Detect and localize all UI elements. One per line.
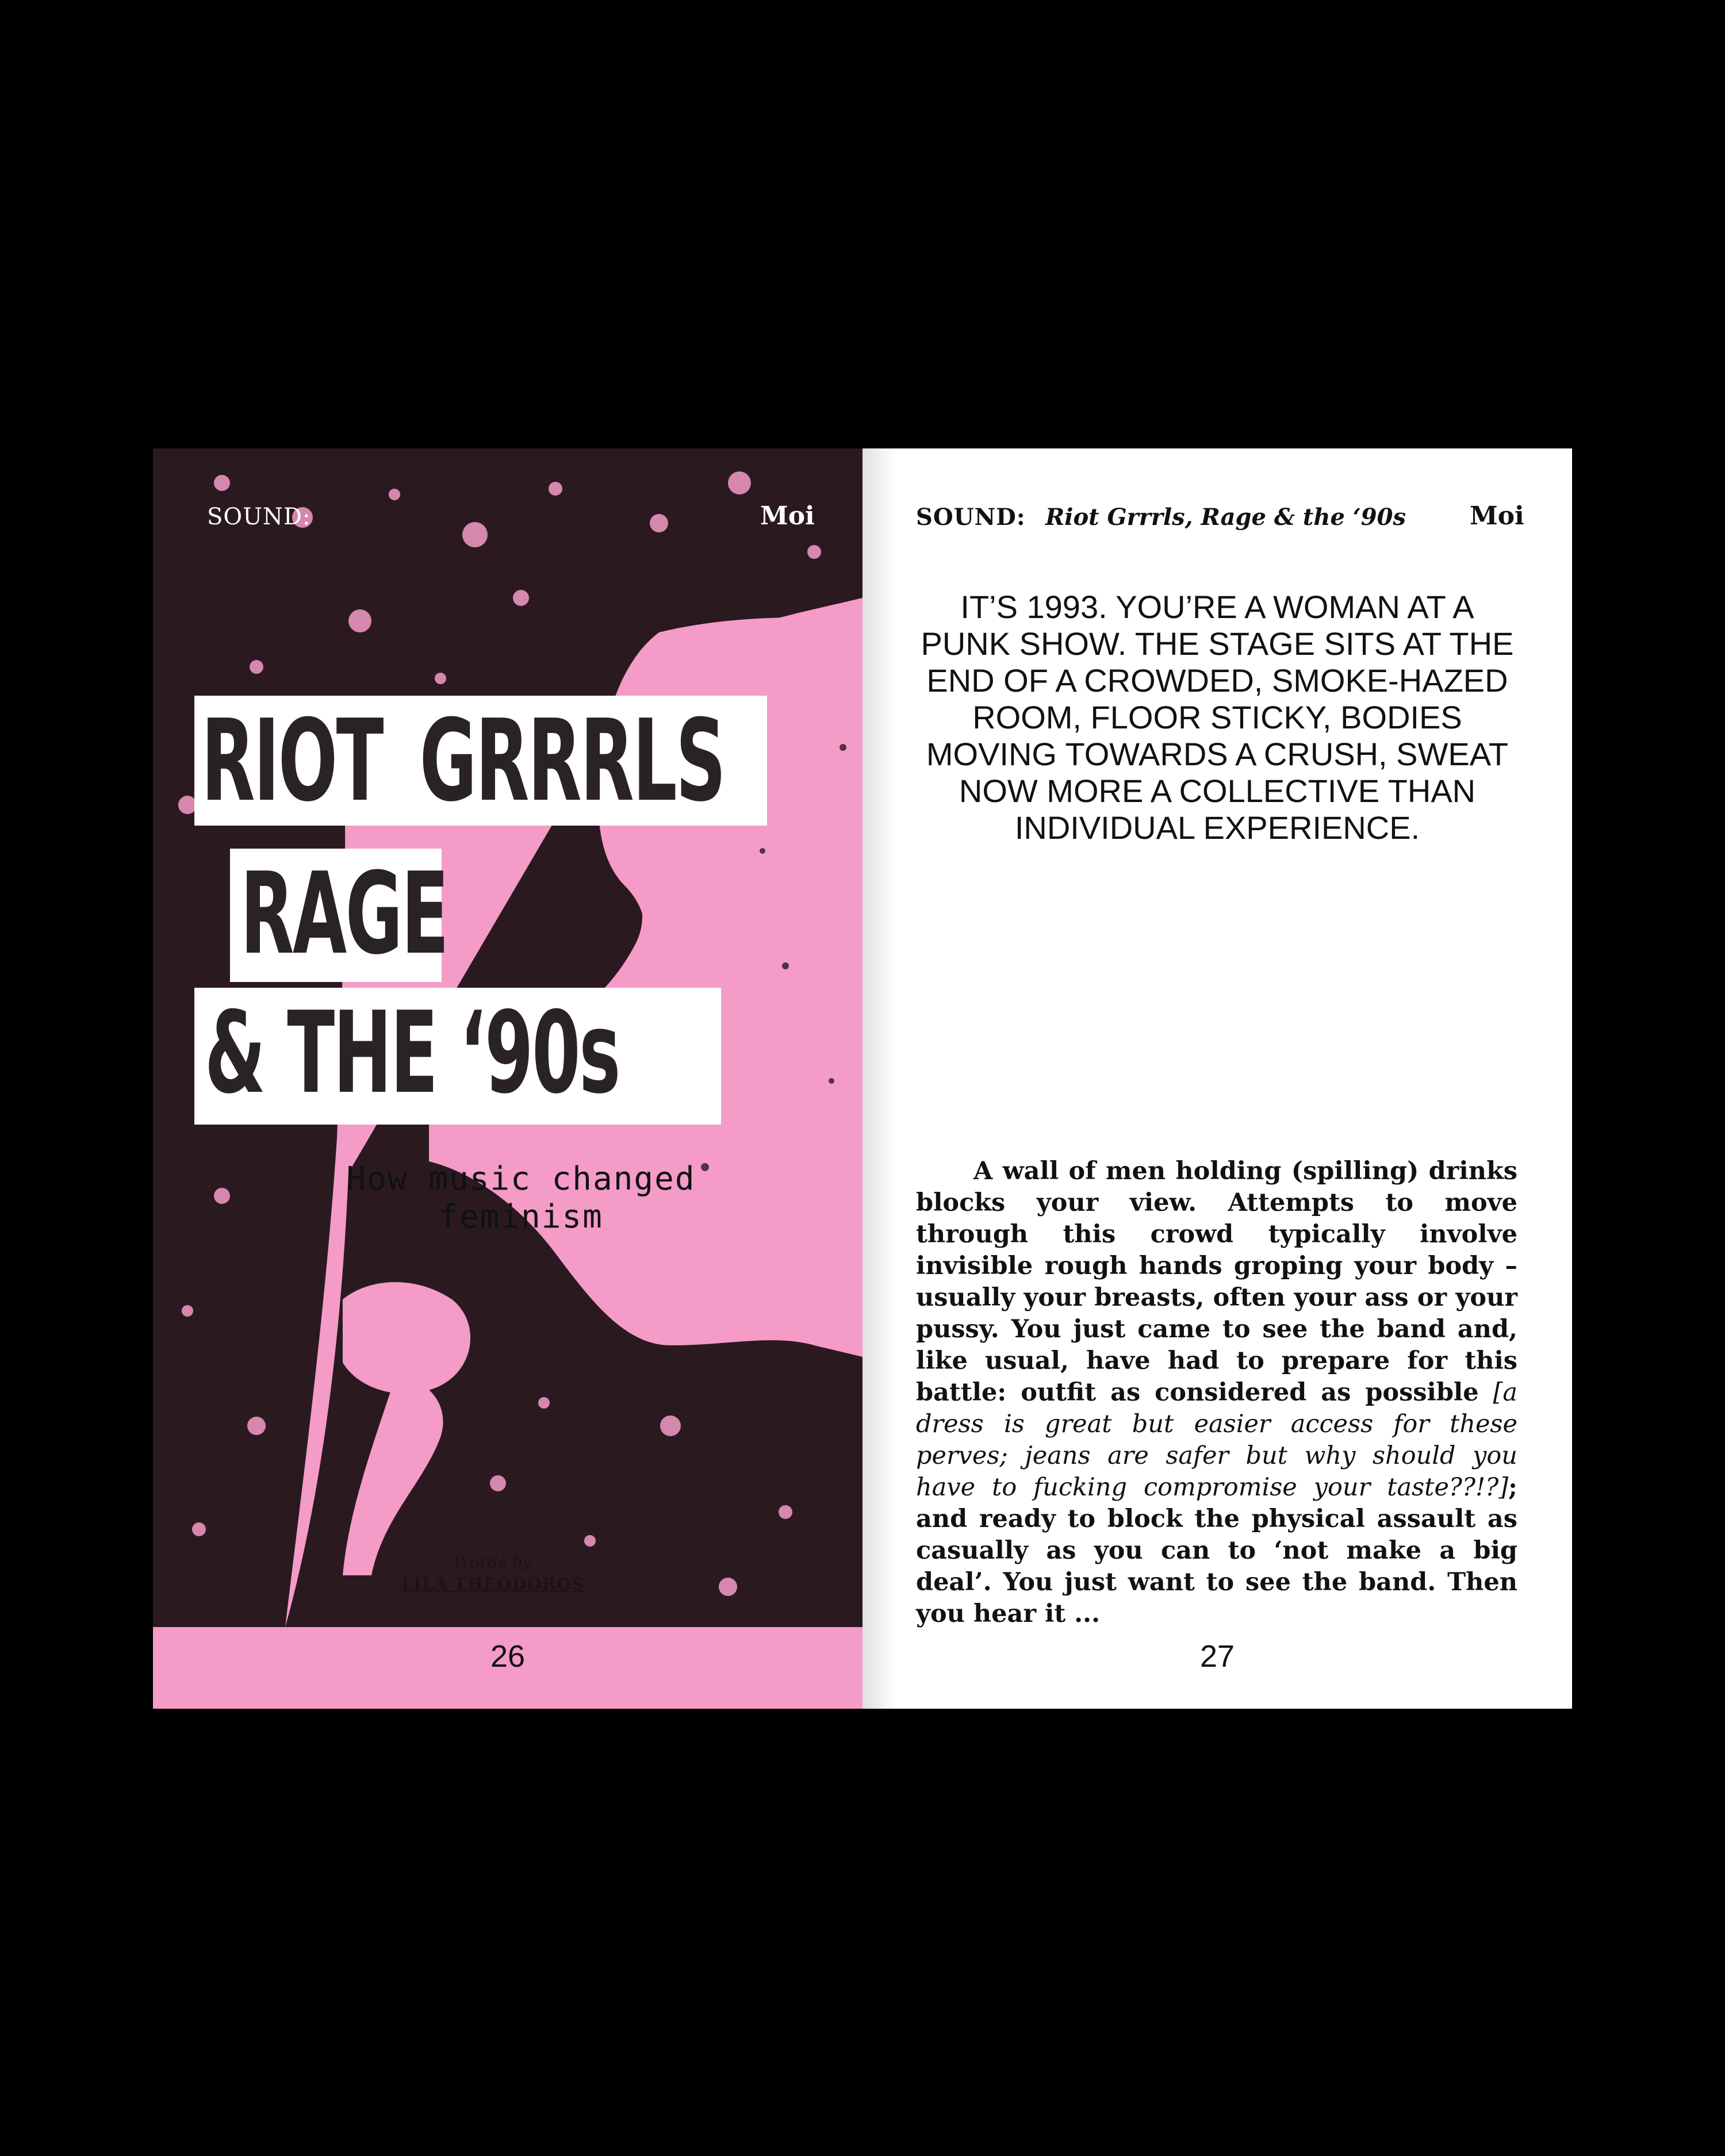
right-header-brand-logo: Moi (1470, 501, 1524, 531)
body-paragraph (916, 1156, 1517, 1630)
title-line-3: & THE ‘90s (205, 988, 620, 1119)
title-strip-2 (230, 849, 448, 982)
title-line-2: RAGE (240, 849, 448, 980)
left-header-section: SOUND: (207, 504, 311, 530)
right-header-section: SOUND: (916, 504, 1026, 531)
body-text-part-2: ; and ready to block the physical assault as casually as you can to ‘not make a big deal’. You just want to see the band. Then you hear it ... (916, 1473, 1517, 1628)
magazine-spread (153, 448, 1572, 1709)
page-number-left: 26 (490, 1639, 526, 1674)
gutter-shadow (862, 448, 897, 1709)
credit-label: Words by (453, 1552, 532, 1572)
title-strip-3 (194, 988, 721, 1125)
left-page (153, 448, 862, 1709)
title-strip-1 (194, 696, 767, 826)
article-subtitle: How music changed feminism (346, 1160, 696, 1236)
body-text-part-1: A wall of men holding (spilling) drinks blocks your view. Attempts to move through this crowd typically involve invisible rough hands groping your body – usually your breasts, often your ass or your pussy. You just came to see the band and, like usual, have had to prepare for this battle: outfit as considered as possible (916, 1157, 1517, 1407)
page-number-right: 27 (1199, 1639, 1235, 1674)
left-header-brand-logo: Moi (760, 501, 815, 531)
body-text-italic-aside: [a dress is great but easier access for these perves; jeans are safer but why should you have to fucking compromise your taste??!?] (916, 1378, 1517, 1502)
lead-paragraph: IT’S 1993. YOU’RE A WOMAN AT A PUNK SHOW. THE STAGE SITS AT THE END OF A CROWDED, SMOKE-HAZED ROOM, FLOOR STICKY, BODIES MOVING TOWARDS A CRUSH, SWEAT NOW MORE A COLLECTIVE THAN INDIVIDUAL EXPERIENCE. (921, 589, 1514, 846)
author-name: LILA THEODOROS (401, 1574, 584, 1594)
right-header-article-title: Riot Grrrls, Rage & the ‘90s (1045, 504, 1406, 531)
title-line-1: RIOT GRRRLS (201, 696, 725, 827)
body-text (916, 1156, 1517, 1630)
right-page (862, 448, 1572, 1709)
author-credit (398, 1552, 588, 1594)
